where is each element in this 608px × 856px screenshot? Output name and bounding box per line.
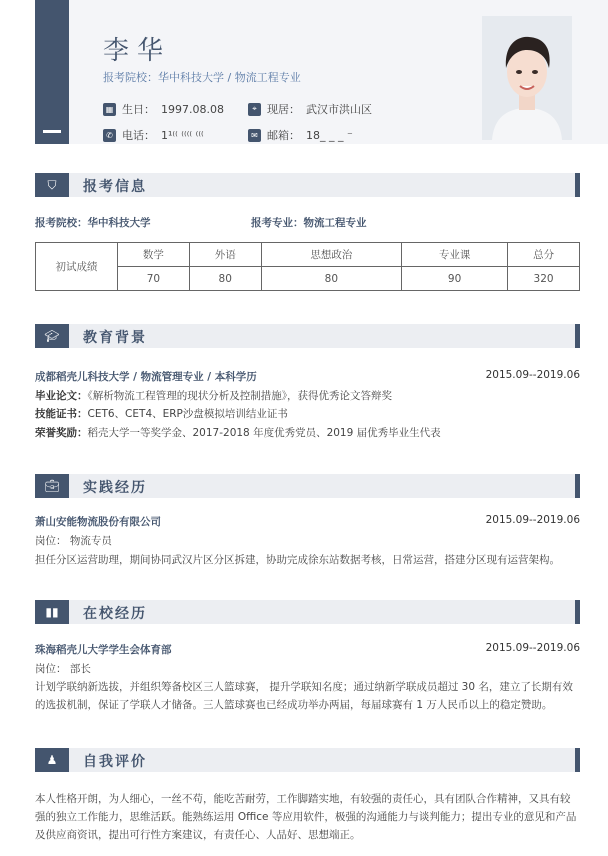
score-row-label: 初试成绩 <box>36 243 118 291</box>
candidate-name: 李华 <box>103 36 172 66</box>
education-title: 成都稻壳儿科技大学 / 物流管理专业 / 本科学历 <box>35 371 257 383</box>
email-info <box>248 127 353 143</box>
user-shield-icon: ⛉ <box>35 173 69 197</box>
exam-school <box>35 215 151 230</box>
cert-value: CET6、CET4、ERP沙盘模拟培训结业证书 <box>87 408 288 420</box>
exam-school-value: 华中科技大学 <box>87 217 151 229</box>
exam-major-value: 物流工程专业 <box>303 217 367 229</box>
briefcase-icon: 💼︎ <box>35 474 69 498</box>
score-value: 320 <box>508 267 580 291</box>
location-value: 武汉市洪山区 <box>306 103 372 116</box>
exam-school-label: 报考院校： <box>35 217 88 229</box>
honor-line <box>35 425 441 440</box>
score-header: 外语 <box>189 243 261 267</box>
thesis-line <box>35 388 392 403</box>
phone-info <box>103 127 204 143</box>
location-label: 现居： <box>267 103 300 116</box>
section-header-campus <box>35 600 580 624</box>
section-header-education <box>35 324 580 348</box>
honor-label: 荣誉奖励： <box>35 427 88 439</box>
score-header: 专业课 <box>402 243 508 267</box>
phone-value: 1¹⁽⁽ ⁽⁽⁽⁽ ⁽⁽⁽ <box>161 128 204 142</box>
education-date: 2015.09--2019.06 <box>485 369 580 381</box>
score-header: 数学 <box>118 243 190 267</box>
calendar-icon: ▦ <box>103 103 116 116</box>
score-value: 90 <box>402 267 508 291</box>
score-header: 总分 <box>508 243 580 267</box>
phone-label: 电话： <box>122 129 155 142</box>
section-title-self: 自我评价 <box>83 754 147 770</box>
section-header-self <box>35 748 580 772</box>
cert-line <box>35 406 288 421</box>
table-row <box>36 267 580 291</box>
self-desc: 本人性格开朗，为人细心，一丝不苟，能吃苦耐劳，工作脚踏实地，有较强的责任心，具有团队合作精神，又具有较强的独立工作能力，思维活跃。能熟练运用 Office 等应用软件，极强的沟通能力与谈判能力；提出专业的意见和产品及供应商资讯，提出可行性方案建议，有责任心、人品好、思想端正。 <box>35 793 577 841</box>
campus-position: 岗位： 部长 <box>35 663 91 675</box>
section-title-education: 教育背景 <box>83 330 147 346</box>
campus-date: 2015.09--2019.06 <box>485 642 580 654</box>
section-title-campus: 在校经历 <box>83 606 147 622</box>
thesis-value: 《解析物流工程管理的现状分析及控制措施》，获得优秀论文答辩奖 <box>87 390 392 402</box>
graduation-cap-icon: 🎓︎ <box>35 324 69 348</box>
cert-label: 技能证书： <box>35 408 88 420</box>
practice-position: 岗位： 物流专员 <box>35 535 112 547</box>
phone-icon: ✆ <box>103 129 116 142</box>
mail-icon: ✉ <box>248 129 261 142</box>
birth-label: 生日： <box>122 103 155 116</box>
location-info <box>248 101 372 117</box>
campus-org: 珠海稻壳儿大学学生会体育部 <box>35 644 172 656</box>
person-icon: ♟ <box>35 748 69 772</box>
location-icon: ⌖ <box>248 103 261 116</box>
honor-value: 稻壳大学一等奖学金、2017-2018 年度优秀党员、2019 届优秀毕业生代表 <box>87 427 441 439</box>
thesis-label: 毕业论文： <box>35 390 88 402</box>
practice-desc: 担任分区运营助理，期间协同武汉片区分区拆建，协助完成徐东站数据考核，日常运营，搭建分区现有运营架构。 <box>35 554 560 566</box>
book-icon: ▮▮ <box>35 600 69 624</box>
campus-desc: 计划学联纳新选拔，并组织筹备校区三人篮球赛， 提升学联知名度；通过纳新学联成员超过 30 名，建立了长期有效的选拔机制，保证了学联人才储备。三人篮球赛也已经成功举办两届，每届球赛有 1 万人民币以上的稳定赞助。 <box>35 681 573 711</box>
birth-value: 1997.08.08 <box>161 102 224 116</box>
score-value: 80 <box>189 267 261 291</box>
section-header-practice <box>35 474 580 498</box>
table-row <box>36 243 580 267</box>
score-value: 70 <box>118 267 190 291</box>
profile-photo <box>482 16 572 140</box>
section-title-practice: 实践经历 <box>83 480 147 496</box>
practice-company: 萧山安能物流股份有限公司 <box>35 516 161 528</box>
exam-major <box>251 215 367 230</box>
score-value: 80 <box>261 267 401 291</box>
section-header-exam <box>35 173 580 197</box>
exam-major-label: 报考专业： <box>251 217 304 229</box>
email-label: 邮箱： <box>267 129 300 142</box>
apply-line: 报考院校：华中科技大学 / 物流工程专业 <box>103 71 301 84</box>
email-value: 18_ _ _ ⁻ <box>306 128 353 142</box>
practice-date: 2015.09--2019.06 <box>485 514 580 526</box>
score-table <box>35 242 580 291</box>
section-title-exam: 报考信息 <box>83 179 147 195</box>
score-header: 思想政治 <box>261 243 401 267</box>
header-accent-bar <box>35 0 69 144</box>
birth-info <box>103 101 224 117</box>
